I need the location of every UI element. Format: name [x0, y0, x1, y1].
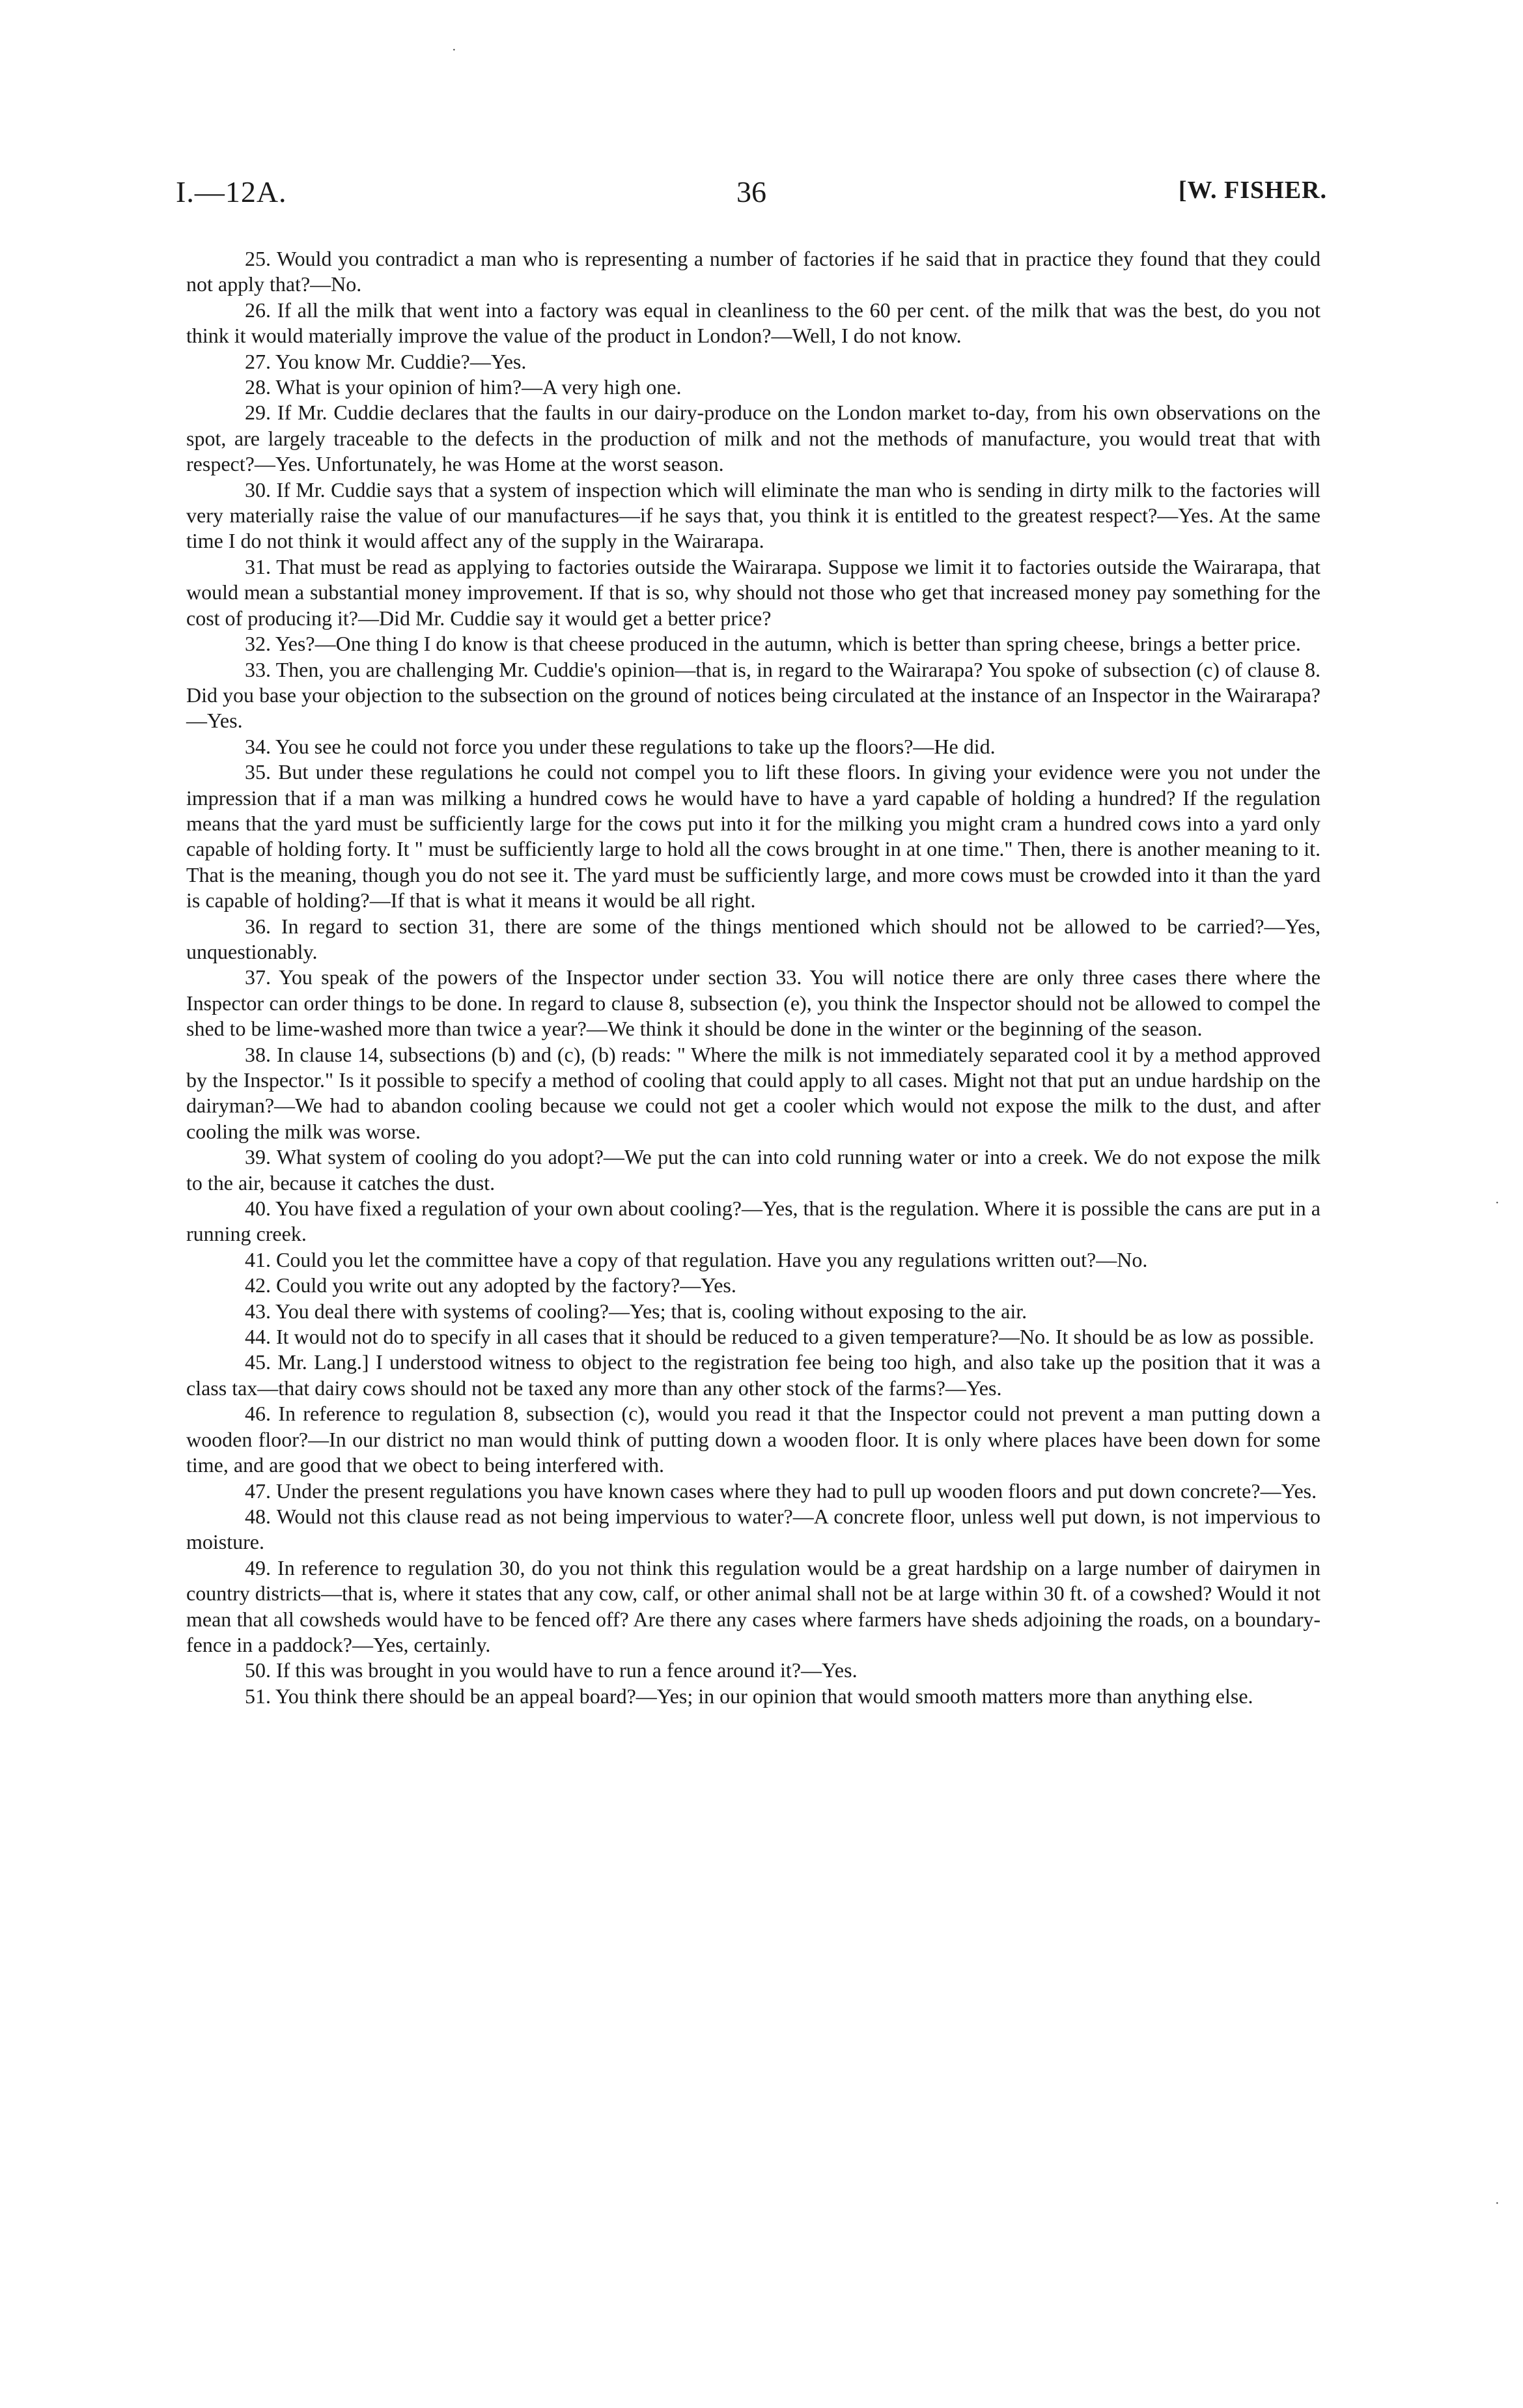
question-48: 48. Would not this clause read as not being impervious to water?—A concrete floor, unless well put down, is not impervious to moisture. [186, 1504, 1320, 1554]
scan-speck: · [1495, 2196, 1500, 2211]
question-46: 46. In reference to regulation 8, subsection (c), would you read it that the Inspector could not prevent a man putting down a wooden floor?—In our district no man would think of putting down a wooden floor. It is only where places have been down for some time, and are good that we obect to being interfered with. [186, 1402, 1320, 1477]
question-40: 40. You have fixed a regulation of your own about cooling?—Yes, that is the regulation. Where it is possible the cans are put in a running creek. [186, 1197, 1320, 1246]
question-30: 30. If Mr. Cuddie says that a system of inspection which will eliminate the man who is sending in dirty milk to the factories will very materially raise the value of our manufactures—if he says that, you think it is entitled to the greatest respect?—Yes. At the same time I do not think it would affect any of the supply in the Wairarapa. [186, 477, 1320, 553]
question-51: 51. You think there should be an appeal board?—Yes; in our opinion that would smooth matters more than anything else. [245, 1684, 1253, 1708]
page-header [176, 175, 1327, 214]
evidence-text [186, 246, 1320, 1709]
page-number: 36 [736, 175, 766, 208]
question-28: 28. What is your opinion of him?—A very high one. [245, 375, 682, 399]
question-45: 45. Mr. Lang.] I understood witness to object to the registration fee being too high, and also take up the position that it was a class tax—that dairy cows should not be taxed any more than any other stock of the farms?—Yes. [186, 1350, 1320, 1400]
document-reference: I.—12A. [176, 175, 287, 208]
question-49: 49. In reference to regulation 30, do you not think this regulation would be a great hardship on a large number of dairymen in country districts—that is, where it states that any cow, calf, or other animal shall not be at large within 30 ft. of a cowshed? Would it not mean that all cowsheds would have to be fenced off? Are there any cases where farmers have sheds adjoining the roads, on a boundary-fence in a paddock?—Yes, certainly. [186, 1555, 1320, 1656]
question-25: 25. Would you contradict a man who is representing a number of factories if he said that in practice they found that they could not apply that?—No. [186, 247, 1320, 296]
question-34: 34. You see he could not force you under these regulations to take up the floors?—He did. [245, 734, 996, 758]
question-37: 37. You speak of the powers of the Inspector under section 33. You will notice there are only three cases there where the Inspector can order things to be done. In regard to clause 8, subsection (e), you think the Inspector should not be allowed to compel the shed to be lime-washed more than twice a year?—We think it should be done in the winter or the beginning of the season. [186, 965, 1320, 1041]
question-26: 26. If all the milk that went into a factory was equal in cleanliness to the 60 per cent. of the milk that was the best, do you not think it would materially improve the value of the product in London?—Well, I do not know. [186, 298, 1320, 348]
question-31: 31. That must be read as applying to factories outside the Wairarapa. Suppose we limit it to factories outside the Wairarapa, that would mean a substantial money improvement. If that is so, why should not those who get that increased money pay something for the cost of producing it?—Did Mr. Cuddie say it would get a better price? [186, 554, 1320, 630]
witness-name: [W. FISHER. [1178, 177, 1327, 204]
question-36: 36. In regard to section 31, there are some of the things mentioned which should not be allowed to be carried?—Yes, unquestionably. [186, 914, 1320, 963]
question-44: 44. It would not do to specify in all cases that it should be reduced to a given temperature?—No. It should be as low as possible. [245, 1325, 1315, 1349]
scan-speck: · [452, 43, 456, 57]
question-33: 33. Then, you are challenging Mr. Cuddie's opinion—that is, in regard to the Wairarapa? You spoke of subsection (c) of clause 8. Did you base your objection to the subsection on the ground of notices being circulated at the instance of an Inspector in the Wairarapa?—Yes. [186, 657, 1320, 733]
question-35: 35. But under these regulations he could not compel you to lift these floors. In giving your evidence were you not under the impression that if a man was milking a hundred cows he would have to have a yard capable of holding a hundred? If the regulation means that the yard must be sufficiently large for the cows put into it for the milking you might cram a hundred cows into a yard only capable of holding forty. It " must be sufficiently large to hold all the cows brought in at one time." Then, there is another meaning to it. That is the meaning, though you do not see it. The yard must be sufficiently large, and more cows must be crowded into it than the yard is capable of holding?—If that is what it means it would be all right. [186, 760, 1320, 913]
question-29: 29. If Mr. Cuddie declares that the faults in our dairy-produce on the London market to-day, from his own observations on the spot, are largely traceable to the defects in the production of milk and not the methods of manufacture, you would treat that with respect?—Yes. Unfortunately, he was Home at the worst season. [186, 401, 1320, 476]
scan-speck: · [1495, 1196, 1500, 1210]
question-39: 39. What system of cooling do you adopt?—We put the can into cold running water or into a creek. We do not expose the milk to the air, because it catches the dust. [186, 1145, 1320, 1195]
question-43: 43. You deal there with systems of cooling?—Yes; that is, cooling without exposing to the air. [245, 1299, 1027, 1323]
question-42: 42. Could you write out any adopted by the factory?—Yes. [245, 1273, 736, 1297]
question-50: 50. If this was brought in you would have to run a fence around it?—Yes. [245, 1658, 858, 1682]
question-32: 32. Yes?—One thing I do know is that cheese produced in the autumn, which is better than spring cheese, brings a better price. [245, 632, 1301, 656]
question-41: 41. Could you let the committee have a copy of that regulation. Have you any regulations written out?—No. [245, 1247, 1148, 1271]
question-38: 38. In clause 14, subsections (b) and (c), (b) reads: " Where the milk is not immediately separated cool it by a method approved by the Inspector." Is it possible to specify a method of cooling that could apply to all cases. Might not that put an undue hardship on the dairyman?—We had to abandon cooling because we could not get a cooler which would not expose the milk to the dust, and after cooling the milk was worse. [186, 1042, 1320, 1143]
question-47: 47. Under the present regulations you have known cases where they had to pull up wooden floors and put down concrete?—Yes. [245, 1479, 1317, 1503]
question-27: 27. You know Mr. Cuddie?—Yes. [245, 349, 527, 373]
